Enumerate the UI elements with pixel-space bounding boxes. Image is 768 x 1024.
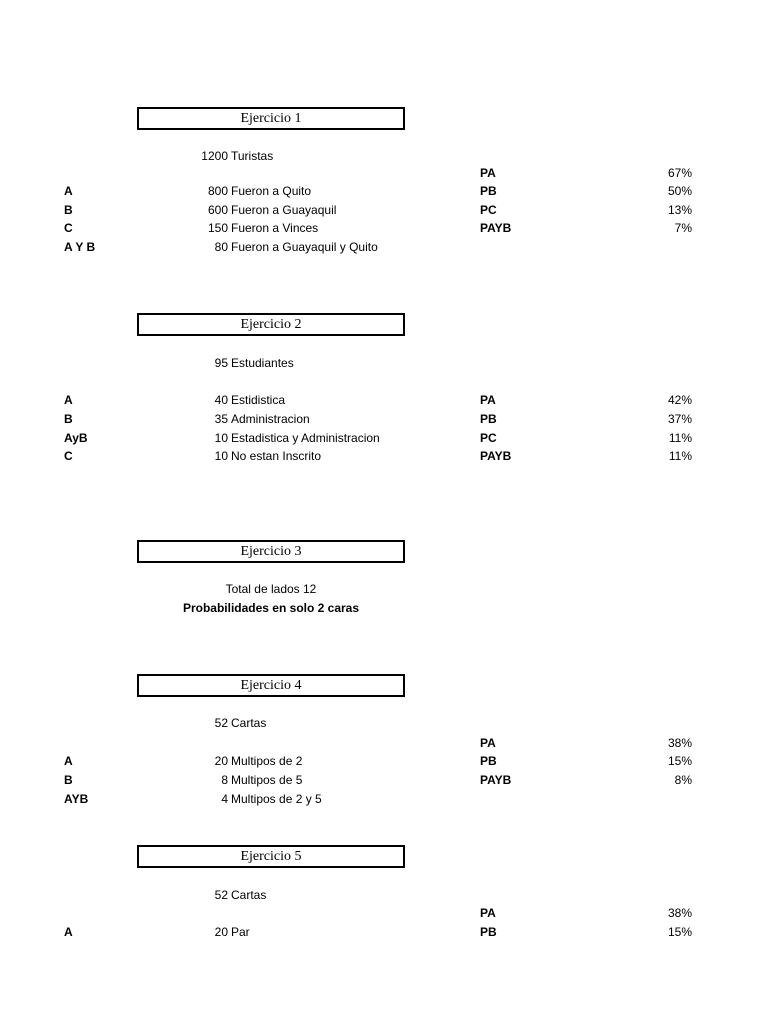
exercise-1-row-desc: Fueron a Quito xyxy=(231,184,312,198)
exercise-4-prob-value: 15% xyxy=(667,754,692,768)
exercise-2-row-number: 10 xyxy=(214,449,228,463)
exercise-1-title xyxy=(137,107,405,130)
exercise-4-title-text: Ejercicio 4 xyxy=(240,677,302,693)
exercise-5-title-text: Ejercicio 5 xyxy=(240,848,302,864)
exercise-1-row-desc: Fueron a Guayaquil xyxy=(231,203,337,217)
exercise-1-prob-value: 50% xyxy=(667,184,692,198)
exercise-2-prob-label: PA xyxy=(480,393,496,407)
exercise-2-prob-value: 11% xyxy=(668,449,692,463)
exercise-4-row-label: B xyxy=(64,773,73,787)
exercise-5-prob-label: PB xyxy=(480,925,497,939)
exercise-3-line-2: Probabilidades en solo 2 caras xyxy=(182,601,360,615)
exercise-5-row-number: 20 xyxy=(214,925,228,939)
exercise-5-title xyxy=(137,845,405,868)
exercise-1-row-label: A Y B xyxy=(64,240,96,254)
exercise-5-prob-value: 38% xyxy=(667,906,692,920)
exercise-2-row-label: A xyxy=(64,393,73,407)
exercise-4-prob-label: PAYB xyxy=(480,773,512,787)
exercise-4-row-desc: Multipos de 5 xyxy=(231,773,303,787)
exercise-4-total-label: Cartas xyxy=(231,716,267,730)
exercise-5-total-label: Cartas xyxy=(231,888,267,902)
exercise-1-row-desc: Fueron a Guayaquil y Quito xyxy=(231,240,378,254)
exercise-2-prob-label: PAYB xyxy=(480,449,512,463)
exercise-1-prob-label: PC xyxy=(480,203,497,217)
exercise-1-title-text: Ejercicio 1 xyxy=(240,110,302,126)
exercise-2-title-text: Ejercicio 2 xyxy=(240,316,302,332)
exercise-5-row-label: A xyxy=(64,925,73,939)
exercise-1-row-number: 800 xyxy=(207,184,228,198)
exercise-4-row-number: 8 xyxy=(221,773,228,787)
exercise-5-prob-value: 15% xyxy=(667,925,692,939)
exercise-1-prob-value: 67% xyxy=(667,166,692,180)
exercise-1-row-number: 80 xyxy=(214,240,228,254)
exercise-2-prob-label: PC xyxy=(480,431,497,445)
exercise-4-prob-value: 38% xyxy=(667,736,692,750)
exercise-1-row-desc: Fueron a Vinces xyxy=(231,221,319,235)
exercise-2-total-number: 95 xyxy=(214,356,228,370)
exercise-2-row-number: 40 xyxy=(214,393,228,407)
exercise-2-row-desc: No estan Inscrito xyxy=(231,449,322,463)
exercise-3-line-1: Total de lados 12 xyxy=(225,582,317,596)
exercise-2-prob-label: PB xyxy=(480,412,497,426)
exercise-4-prob-label: PB xyxy=(480,754,497,768)
exercise-2-row-desc: Estidistica xyxy=(231,393,286,407)
exercise-1-total-label: Turistas xyxy=(231,149,274,163)
exercise-2-row-label: AyB xyxy=(64,431,88,445)
exercise-4-prob-value: 8% xyxy=(674,773,692,787)
exercise-4-row-number: 4 xyxy=(221,792,228,806)
exercise-1-row-label: C xyxy=(64,221,73,235)
exercise-4-row-label: A xyxy=(64,754,73,768)
exercise-4-row-desc: Multipos de 2 y 5 xyxy=(231,792,322,806)
exercise-3-title-text: Ejercicio 3 xyxy=(240,543,302,559)
exercise-1-row-label: A xyxy=(64,184,73,198)
exercise-1-row-label: B xyxy=(64,203,73,217)
exercise-4-row-desc: Multipos de 2 xyxy=(231,754,303,768)
exercise-2-prob-value: 11% xyxy=(668,431,692,445)
exercise-2-row-desc: Administracion xyxy=(231,412,310,426)
exercise-5-prob-label: PA xyxy=(480,906,496,920)
exercise-2-row-desc: Estadistica y Administracion xyxy=(231,431,380,445)
exercise-3-title xyxy=(137,540,405,563)
exercise-2-title xyxy=(137,313,405,336)
exercise-2-prob-value: 37% xyxy=(667,412,692,426)
exercise-2-total-label: Estudiantes xyxy=(231,356,294,370)
exercise-4-row-number: 20 xyxy=(214,754,228,768)
exercise-4-total-number: 52 xyxy=(214,716,228,730)
exercise-1-prob-value: 7% xyxy=(674,221,692,235)
exercise-1-prob-label: PB xyxy=(480,184,497,198)
exercise-5-row-desc: Par xyxy=(231,925,250,939)
exercise-1-row-number: 150 xyxy=(207,221,228,235)
exercise-2-row-label: B xyxy=(64,412,73,426)
exercise-4-title xyxy=(137,674,405,697)
exercise-1-prob-label: PA xyxy=(480,166,496,180)
exercise-2-row-label: C xyxy=(64,449,73,463)
exercise-1-total-number: 1200 xyxy=(201,149,228,163)
exercise-5-total-number: 52 xyxy=(214,888,228,902)
exercise-4-prob-label: PA xyxy=(480,736,496,750)
exercise-1-prob-value: 13% xyxy=(667,203,692,217)
exercise-2-row-number: 10 xyxy=(214,431,228,445)
exercise-2-prob-value: 42% xyxy=(667,393,692,407)
exercise-4-row-label: AYB xyxy=(64,792,89,806)
exercise-1-prob-label: PAYB xyxy=(480,221,512,235)
exercise-1-row-number: 600 xyxy=(207,203,228,217)
exercise-2-row-number: 35 xyxy=(214,412,228,426)
